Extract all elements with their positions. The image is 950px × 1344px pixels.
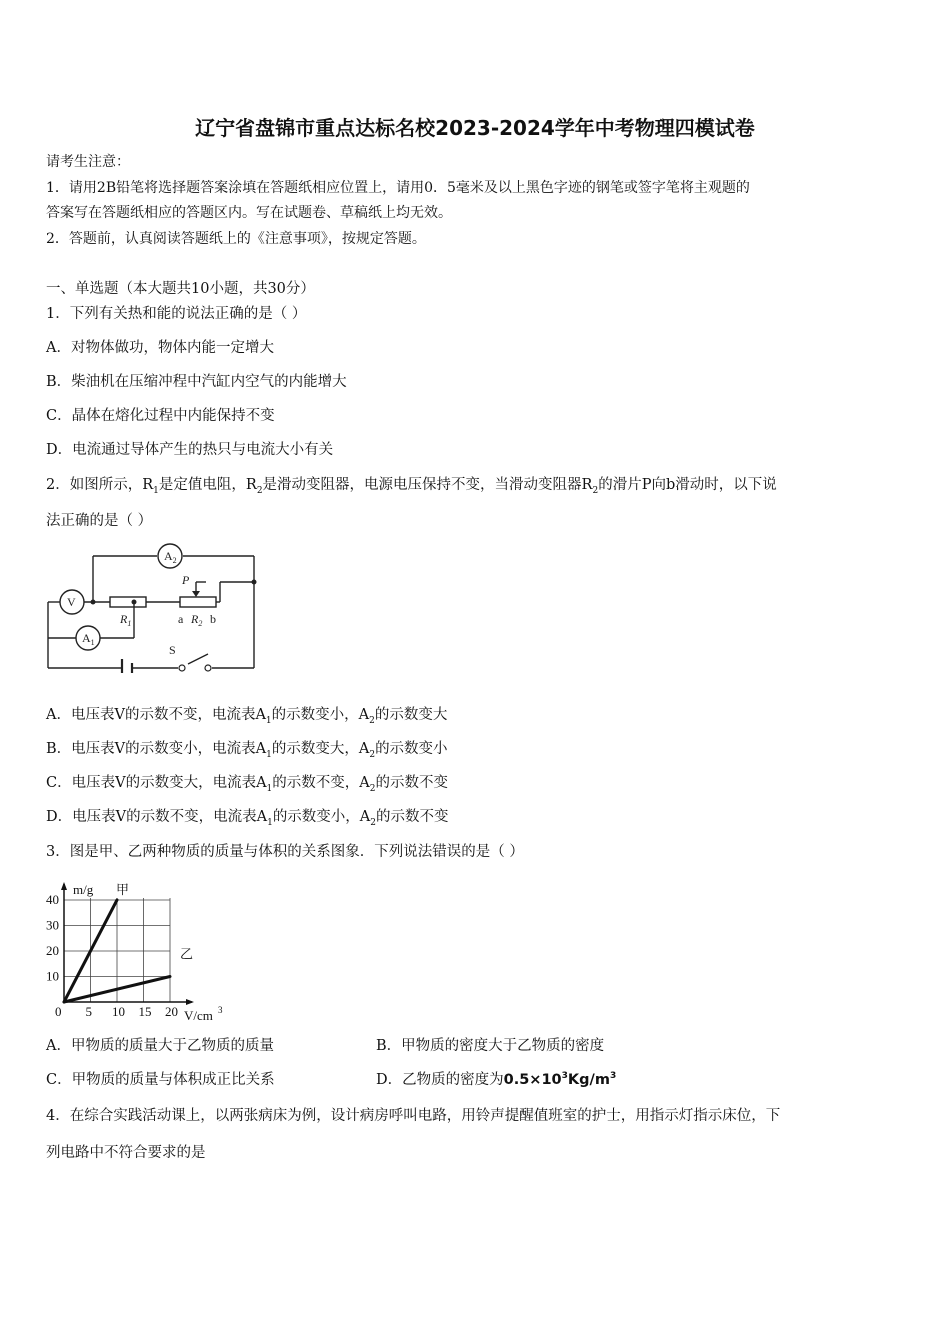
x-axis-arrow [186,999,194,1005]
notice-item-1-line-2: 答案写在答题纸相应的答题区内。写在试题卷、草稿纸上均无效。 [46,205,452,221]
svg-text:V: V [67,595,76,609]
q3-stem: 3．图是甲、乙两种物质的质量与体积的关系图象．下列说法错误的是（ ） [46,844,524,860]
page-title: 辽宁省盘锦市重点达标名校2023-2024学年中考物理四模试卷 [195,116,755,140]
rheostat-r2 [180,597,216,607]
x-axis-label: V/cm [184,1008,213,1023]
y-tick-label: 10 [46,968,59,984]
q2-option-b: B．电压表V的示数变小，电流表$A_1$的示数变大，$A_2$的示数变小 [46,741,448,760]
q3-option-d: D．乙物质的密度为$0.5\times 10^3Kg/m^3$ [376,1071,617,1088]
svg-text:R1: $R_1$ [120,612,132,628]
svg-text:A2: $A_2$ [164,549,177,565]
notice-item-1-line-1: 1．请用2B铅笔将选择题答案涂填在答题纸相应位置上，请用0．5毫米及以上黑色字迹的钢笔或签字笔将主观题的 [46,180,750,196]
q3-option-b: B．甲物质的密度大于乙物质的密度 [376,1038,605,1054]
svg-text:R2: $R_2$ [191,612,203,628]
svg-text:b: b [210,612,216,626]
q2-stem: 2．如图所示，$R_1$是定值电阻，$R_2$是滑动变阻器，电源电压保持不变，当滑动变阻器$R_2$的滑片P向b滑动时，以下说 [46,477,777,496]
series-label-yi: 乙 [180,946,194,962]
svg-text:P: P [182,573,190,587]
q1-stem: 1．下列有关热和能的说法正确的是（ ） [46,306,307,322]
q1-option-c: C．晶体在熔化过程中内能保持不变 [46,408,275,424]
x-tick-label: 15 [138,1004,152,1019]
q1-option-d: D．电流通过导体产生的热只与电流大小有关 [46,442,334,458]
q2-option-d: D．电压表V的示数不变，电流表$A_1$的示数变小，$A_2$的示数不变 [46,809,449,828]
q3-option-c: C．甲物质的质量与体积成正比关系 [46,1072,275,1088]
notice-item-2: 2．答题前，认真阅读答题纸上的《注意事项》，按规定答题。 [46,231,426,247]
x-tick-label: 0 [55,1004,62,1019]
x-tick-label: 10 [112,1004,125,1019]
q3-mass-volume-chart [40,868,240,1024]
q2-option-c: C．电压表V的示数变大，电流表$A_1$的示数不变，$A_2$的示数不变 [46,775,448,794]
y-axis-label: m/g [73,882,94,897]
q4-stem-line-2: 列电路中不符合要求的是 [46,1145,206,1161]
svg-text:a: a [178,612,184,626]
q4-stem: 4．在综合实践活动课上，以两张病床为例，设计病房呼叫电路，用铃声提醒值班室的护士，用指示灯指示床位，下 [46,1108,781,1124]
x-tick-label: 20 [165,1004,178,1019]
svg-text:A1: $A_1$ [82,631,95,647]
q2-option-a: A．电压表V的示数不变，电流表$A_1$的示数变小，$A_2$的示数变大 [46,707,448,726]
q1-option-b: B．柴油机在压缩冲程中汽缸内空气的内能增大 [46,374,347,390]
x-tick-label: 5 [85,1004,92,1019]
svg-text:S: S [169,643,176,657]
y-tick-label: 20 [46,943,59,958]
q2-circuit-diagram [40,538,270,673]
notice-heading: 请考生注意： [46,154,130,170]
y-tick-label: 40 [46,892,59,907]
q3-option-a: A．甲物质的质量大于乙物质的质量 [46,1038,274,1054]
y-tick-label: 30 [46,917,59,933]
series-label-jia: 甲 [116,882,130,897]
resistor-r1 [110,597,146,607]
section-heading: 一、单选题（本大题共10小题，共30分） [46,281,315,297]
q2-stem-line-2: 法正确的是（ ） [46,513,153,529]
q1-option-a: A．对物体做功，物体内能一定增大 [46,340,274,356]
y-axis-arrow [61,882,67,890]
x-axis-label-exponent: 3 [218,1005,223,1015]
